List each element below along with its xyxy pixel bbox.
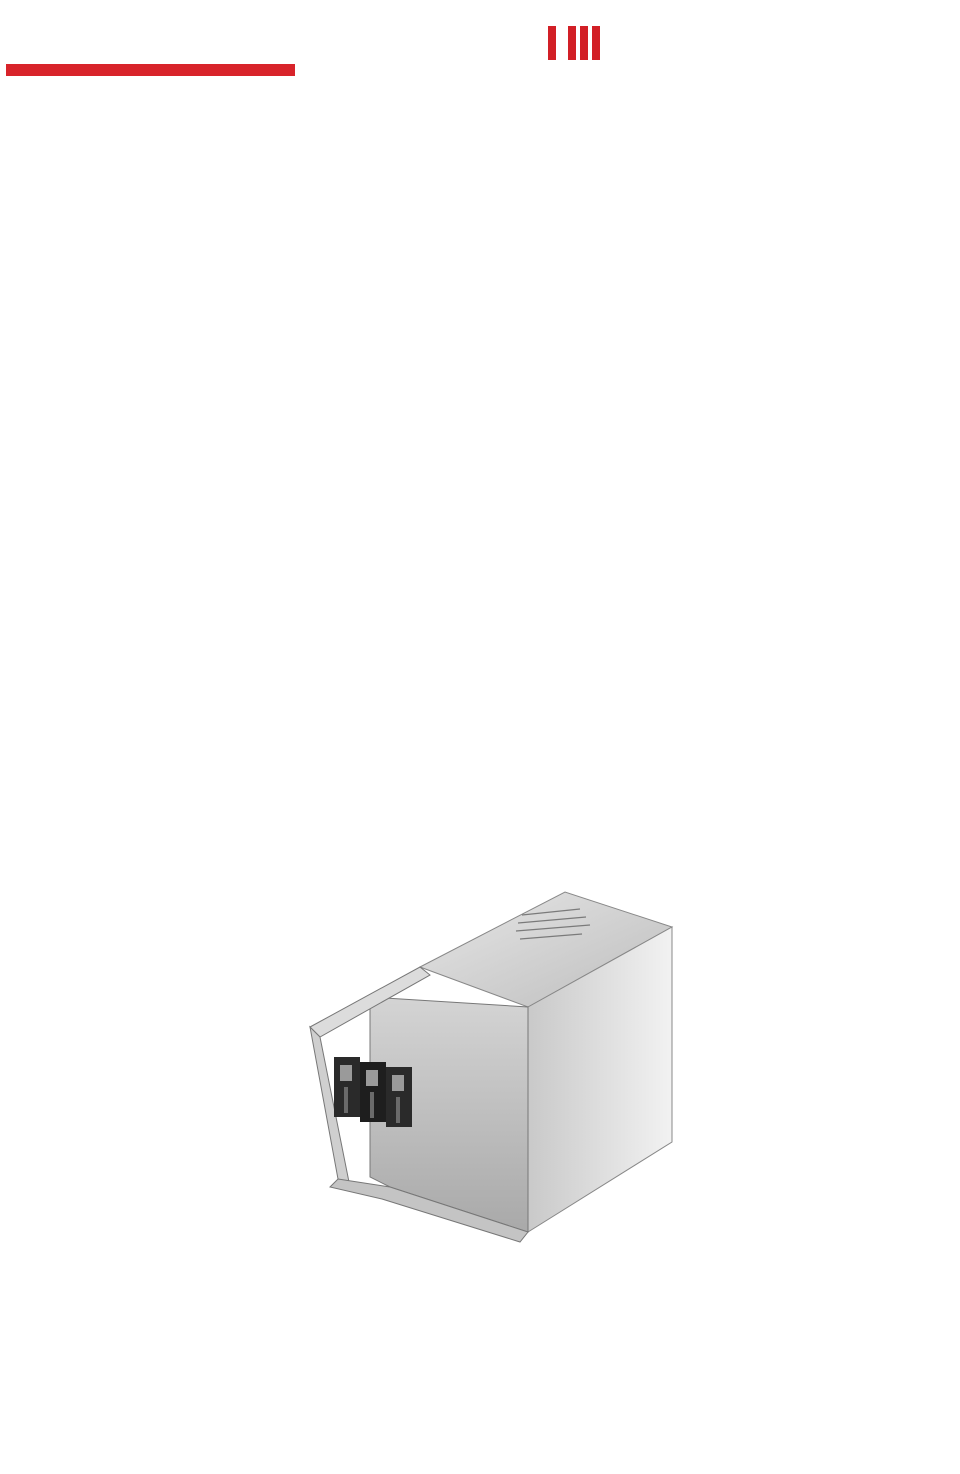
astat-logo-red-bar bbox=[6, 64, 295, 76]
terminal-block-icon bbox=[334, 1057, 412, 1127]
schaffner-logo bbox=[548, 20, 948, 70]
astat-logo bbox=[6, 2, 296, 98]
emi-filter-photo bbox=[290, 887, 680, 1267]
subsection-heading bbox=[6, 444, 64, 469]
